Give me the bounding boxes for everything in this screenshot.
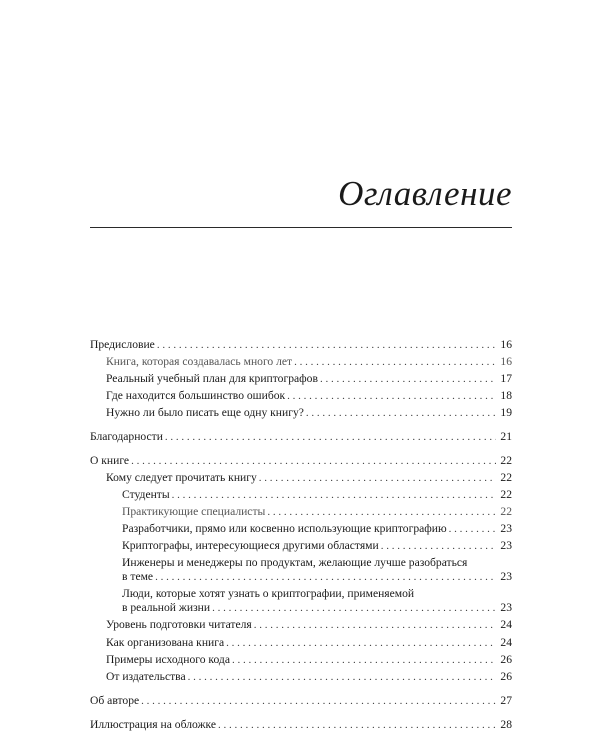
toc-entry-label: Благодарности (90, 430, 163, 444)
toc-entry-label: Реальный учебный план для криптографов (106, 372, 318, 386)
toc-page-number: 22 (500, 505, 512, 519)
toc-entry-label: Иллюстрация на обложке (90, 717, 216, 731)
toc-entry-label: От издательства (106, 669, 186, 683)
toc-page-number: 22 (500, 471, 512, 485)
toc-leader-dots (381, 539, 496, 553)
toc-entry-audience[interactable] (90, 471, 512, 485)
toc-entry-source-code[interactable] (90, 653, 512, 667)
toc-entry-label: Как организована книга (106, 635, 225, 649)
toc-page-number: 22 (500, 488, 512, 502)
toc-leader-dots (212, 601, 496, 615)
toc-entry-curriculum[interactable] (90, 372, 512, 386)
toc-entry-label: Нужно ли было писать еще одну книгу? (106, 406, 304, 420)
toc-page-number: 23 (500, 522, 512, 536)
toc-page-number: 26 (500, 652, 512, 666)
title-rule (90, 227, 512, 228)
toc-entry-real-life[interactable] (90, 587, 512, 615)
toc-entry-bugs[interactable] (90, 389, 512, 403)
toc-page-number: 24 (500, 635, 512, 649)
toc-entry-label-line2: в реальной жизни (122, 601, 211, 615)
toc-entry-managers[interactable] (90, 556, 512, 584)
toc-leader-dots (232, 653, 496, 667)
toc-entry-label: Студенты (122, 488, 170, 502)
toc-entry-book-years[interactable] (90, 355, 512, 369)
toc-leader-dots (320, 372, 496, 386)
toc-page-number: 17 (500, 372, 512, 386)
toc-page-number: 27 (500, 693, 512, 707)
toc-entry-practitioners[interactable] (90, 505, 512, 519)
toc-entry-label: Книга, которая создавалась много лет (106, 355, 293, 369)
toc-leader-dots (188, 670, 496, 684)
toc-section-cover (90, 718, 512, 732)
toc-leader-dots (131, 454, 496, 468)
toc-page-number: 28 (500, 717, 512, 731)
toc-leader-dots (287, 389, 496, 403)
toc-entry-line2 (122, 570, 512, 584)
toc-section-thanks (90, 430, 512, 444)
toc-entry-organization[interactable] (90, 636, 512, 650)
toc-leader-dots (449, 522, 496, 536)
toc-entry-label: Об авторе (90, 693, 140, 707)
toc-leader-dots (254, 618, 496, 632)
toc-leader-dots (267, 505, 496, 519)
toc-entry-cover[interactable] (90, 718, 512, 732)
toc-entry-about-author[interactable] (90, 694, 512, 708)
toc-entry-label: Криптографы, интересующиеся другими областями (122, 539, 379, 553)
toc-leader-dots (165, 430, 496, 444)
toc-entry-label: Примеры исходного кода (106, 652, 230, 666)
toc-leader-dots (218, 718, 496, 732)
toc-page-number: 16 (500, 338, 512, 351)
toc-entry-developers[interactable] (90, 522, 512, 536)
toc-page-number: 18 (500, 389, 512, 403)
toc-leader-dots (155, 570, 496, 584)
toc-entry-another-book[interactable] (90, 406, 512, 420)
toc-leader-dots (157, 338, 496, 352)
toc-page-number: 23 (500, 570, 512, 584)
toc-entry-label: Практикующие специалисты (122, 505, 266, 519)
toc-entry-thanks[interactable] (90, 430, 512, 444)
toc-page-number: 24 (500, 618, 512, 632)
toc-entry-label-line2: в теме (122, 570, 154, 584)
toc-section-about-author (90, 694, 512, 708)
toc-entry-label: Предисловие (90, 338, 155, 351)
toc-entry-reader-level[interactable] (90, 618, 512, 632)
toc-entry-publisher[interactable] (90, 670, 512, 684)
toc-entry-students[interactable] (90, 488, 512, 502)
toc-page-number: 22 (500, 454, 512, 468)
toc-entry-label: Уровень подготовки читателя (106, 618, 252, 632)
table-of-contents (90, 338, 512, 742)
toc-page-number: 19 (500, 406, 512, 420)
toc-entry-line2 (122, 601, 512, 615)
toc-page-number: 23 (500, 601, 512, 615)
toc-leader-dots (141, 694, 496, 708)
toc-section-preface (90, 338, 512, 420)
page-title: Оглавление (338, 174, 512, 213)
toc-entry-label: Разработчики, прямо или косвенно использующие криптографию (122, 522, 447, 536)
toc-entry-cryptographers[interactable] (90, 539, 512, 553)
toc-leader-dots (226, 636, 496, 650)
toc-entry-about-book[interactable] (90, 454, 512, 468)
toc-entry-preface[interactable] (90, 338, 512, 352)
toc-entry-label: О книге (90, 454, 130, 468)
toc-entry-label-line1: Инженеры и менеджеры по продуктам, желающие лучше разобраться (122, 556, 468, 570)
toc-leader-dots (306, 406, 496, 420)
toc-page-number: 26 (500, 669, 512, 683)
toc-section-about-book (90, 454, 512, 683)
toc-leader-dots (259, 471, 496, 485)
toc-leader-dots (294, 355, 496, 369)
toc-page-number: 23 (500, 539, 512, 553)
toc-entry-label: Где находится большинство ошибок (106, 389, 286, 403)
toc-entry-label-line1: Люди, которые хотят узнать о криптографии, применяемой (122, 587, 415, 601)
toc-page-number: 16 (500, 355, 512, 369)
toc-page-number: 21 (500, 430, 512, 444)
toc-entry-label: Кому следует прочитать книгу (106, 471, 257, 485)
toc-leader-dots (172, 488, 496, 502)
